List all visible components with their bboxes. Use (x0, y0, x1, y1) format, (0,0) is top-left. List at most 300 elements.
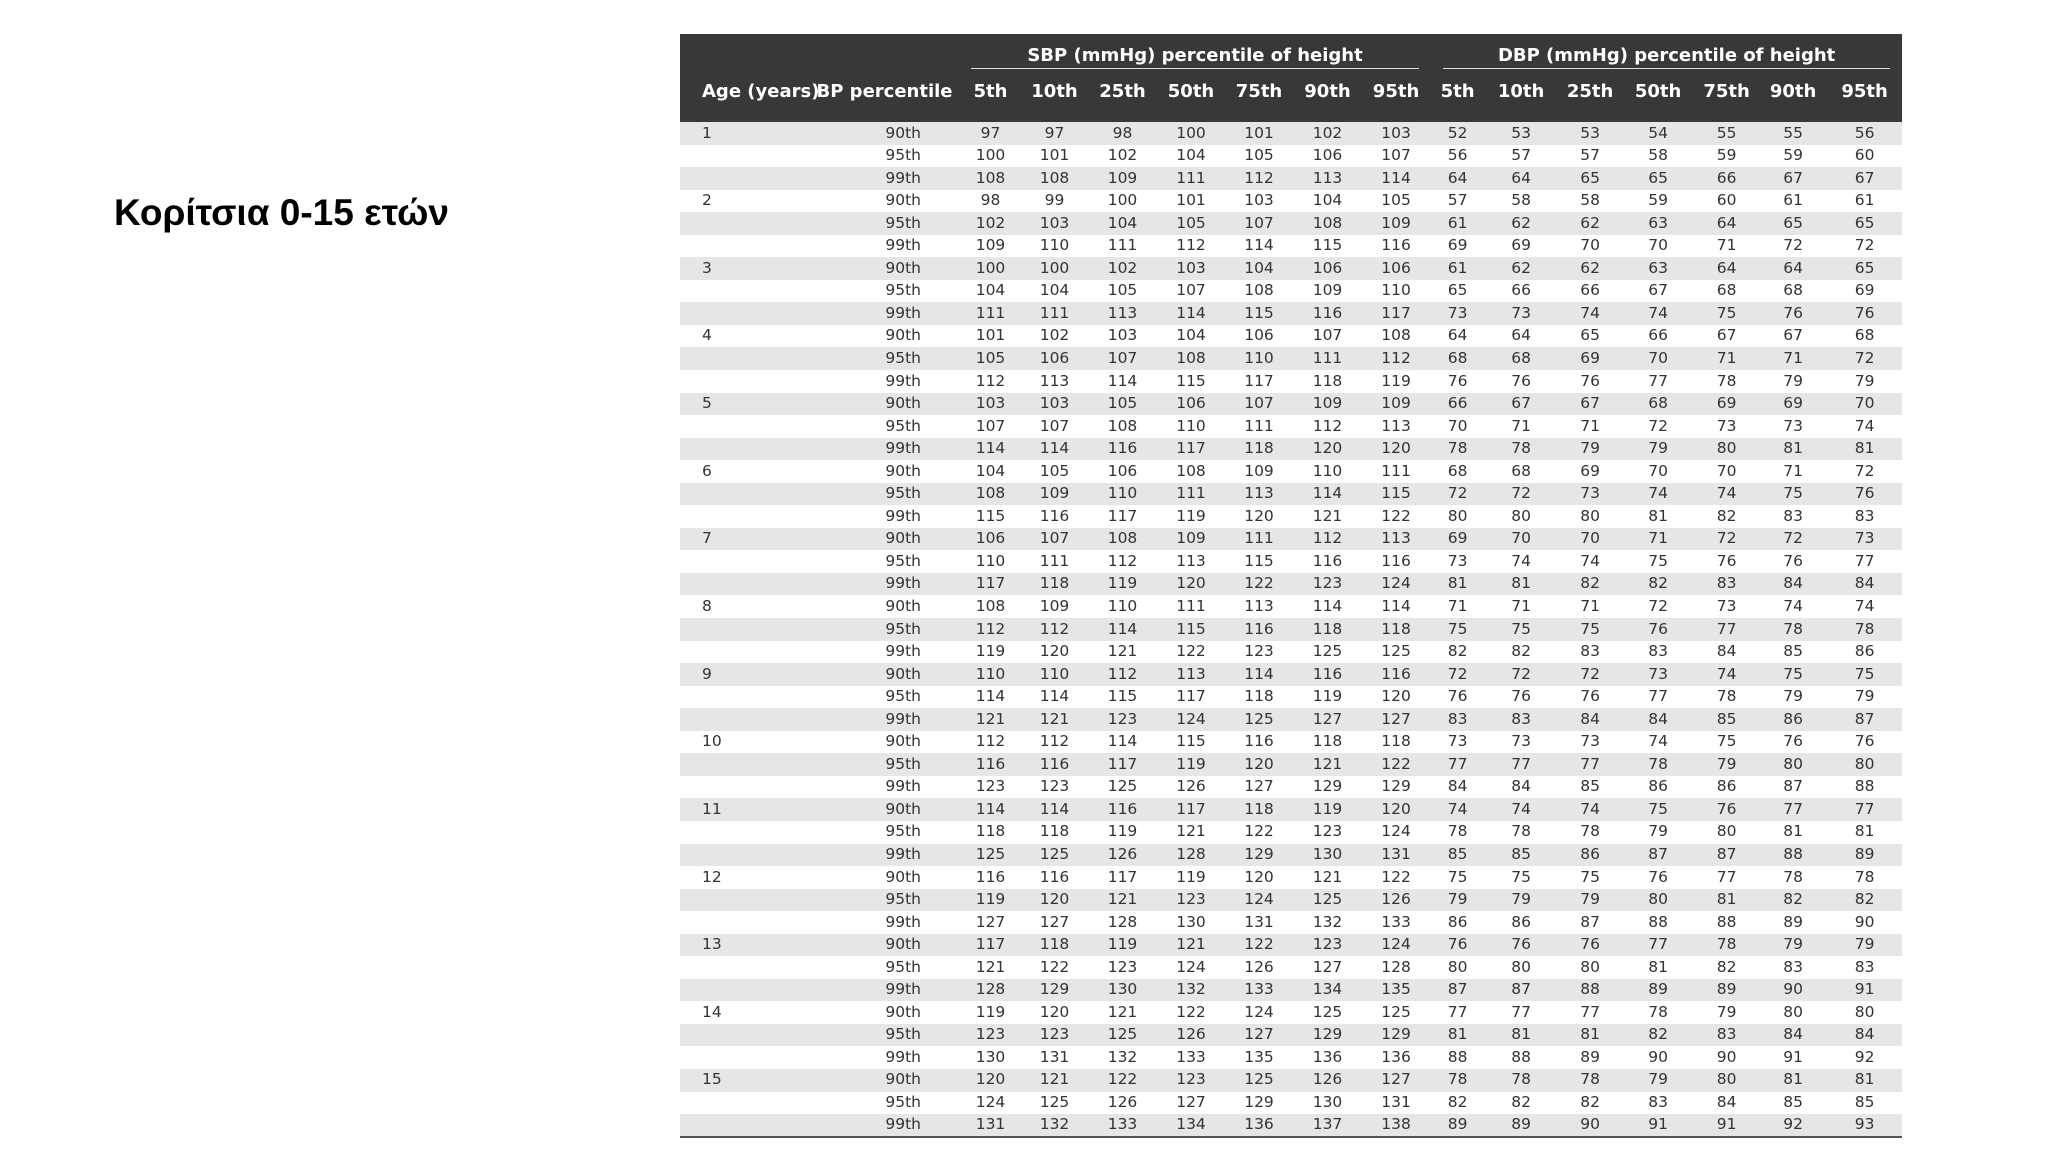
dbp-value-cell: 78 (1447, 439, 1468, 458)
dbp-value-cell: 87 (1854, 709, 1875, 728)
sbp-value-cell: 113 (1107, 303, 1138, 322)
sbp-value-cell: 109 (1381, 394, 1411, 413)
dbp-value-cell: 76 (1716, 551, 1737, 570)
dbp-value-cell: 76 (1854, 732, 1875, 751)
dbp-height-percentile-header: 25th (1566, 80, 1614, 102)
dbp-value-cell: 82 (1716, 957, 1737, 976)
dbp-value-cell: 72 (1854, 236, 1875, 255)
sbp-value-cell: 100 (1039, 258, 1070, 277)
sbp-value-cell: 107 (1244, 213, 1274, 232)
bp-percentile-cell: 90th (885, 191, 921, 210)
dbp-value-cell: 86 (1716, 777, 1737, 796)
age-cell: 3 (702, 258, 712, 277)
dbp-value-cell: 73 (1716, 597, 1737, 615)
dbp-value-cell: 72 (1648, 416, 1668, 435)
sbp-value-cell: 116 (1312, 664, 1343, 683)
sbp-value-cell: 133 (1176, 1047, 1206, 1066)
bp-percentile-cell: 99th (885, 168, 921, 187)
sbp-value-cell: 126 (1381, 890, 1411, 909)
table-row (680, 776, 1902, 799)
dbp-value-cell: 68 (1648, 394, 1668, 413)
table-row (680, 595, 1902, 618)
age-cell: 1 (702, 123, 712, 142)
table-row (680, 393, 1902, 416)
sbp-value-cell: 108 (1381, 326, 1411, 345)
dbp-value-cell: 69 (1716, 394, 1737, 413)
sbp-value-cell: 104 (975, 281, 1006, 300)
age-cell (680, 1114, 810, 1137)
sbp-value-cell: 127 (1244, 777, 1274, 796)
dbp-value-cell: 78 (1716, 687, 1737, 706)
sbp-value-cell: 113 (1176, 664, 1206, 683)
sbp-value-cell: 113 (1244, 597, 1274, 615)
sbp-value-cell: 126 (1244, 957, 1274, 976)
dbp-value-cell: 79 (1648, 822, 1668, 841)
sbp-value-cell: 121 (1312, 506, 1343, 525)
dbp-value-cell: 82 (1854, 890, 1875, 909)
dbp-value-cell: 87 (1511, 980, 1531, 999)
dbp-value-cell: 73 (1580, 732, 1600, 751)
sbp-value-cell: 125 (1244, 1070, 1274, 1089)
dbp-value-cell: 73 (1447, 303, 1468, 322)
dbp-value-cell: 82 (1648, 1025, 1668, 1044)
sbp-value-cell: 111 (1176, 597, 1206, 615)
sbp-height-percentile-header: 10th (1031, 80, 1078, 102)
dbp-value-cell: 83 (1854, 957, 1875, 976)
table-row (680, 460, 1902, 483)
dbp-value-cell: 66 (1580, 281, 1600, 300)
sbp-value-cell: 106 (1176, 394, 1206, 413)
dbp-value-cell: 85 (1854, 1093, 1875, 1112)
sbp-value-cell: 103 (1039, 394, 1070, 413)
sbp-value-cell: 104 (975, 461, 1006, 480)
dbp-value-cell: 78 (1447, 822, 1468, 841)
bp-percentile-cell: 95th (885, 619, 921, 638)
sbp-value-cell: 107 (1381, 146, 1411, 165)
age-cell (680, 1046, 810, 1069)
dbp-value-cell: 81 (1511, 574, 1531, 593)
dbp-value-cell: 78 (1511, 822, 1531, 841)
bp-percentile-cell: 99th (885, 371, 921, 390)
dbp-group-header (1431, 34, 1902, 72)
dbp-value-cell: 57 (1447, 191, 1468, 210)
sbp-value-cell: 114 (1176, 303, 1206, 322)
sbp-value-cell: 111 (975, 303, 1006, 322)
dbp-value-cell: 73 (1447, 732, 1468, 751)
dbp-value-cell: 80 (1716, 822, 1737, 841)
sbp-value-cell: 118 (1312, 732, 1343, 751)
sbp-value-cell: 126 (1107, 1093, 1138, 1112)
dbp-value-cell: 58 (1511, 191, 1531, 210)
sbp-value-cell: 135 (1381, 980, 1411, 999)
sbp-value-cell: 111 (1312, 348, 1343, 367)
table-row (680, 1024, 1902, 1047)
sbp-value-cell: 119 (1107, 935, 1138, 954)
dbp-value-cell: 81 (1783, 439, 1803, 458)
dbp-value-cell: 77 (1511, 1002, 1531, 1021)
sbp-value-cell: 112 (1244, 168, 1274, 187)
dbp-value-cell: 77 (1716, 619, 1737, 638)
bp-percentile-cell: 90th (885, 935, 921, 954)
dbp-value-cell: 85 (1447, 845, 1468, 864)
sbp-value-cell: 100 (1107, 191, 1138, 210)
sbp-value-cell: 107 (1039, 416, 1070, 435)
table-row (680, 370, 1902, 393)
dbp-value-cell: 78 (1716, 371, 1737, 390)
dbp-value-cell: 57 (1580, 146, 1600, 165)
table-row (680, 798, 1902, 821)
sbp-value-cell: 120 (1381, 439, 1411, 458)
dbp-value-cell: 68 (1511, 348, 1531, 367)
dbp-value-cell: 89 (1716, 980, 1737, 999)
bp-percentile-cell: 99th (885, 303, 921, 322)
dbp-value-cell: 71 (1511, 416, 1531, 435)
table-row (680, 235, 1902, 258)
age-cell (680, 167, 810, 190)
dbp-value-cell: 68 (1447, 461, 1468, 480)
dbp-value-cell: 83 (1511, 709, 1531, 728)
dbp-value-cell: 70 (1511, 529, 1531, 548)
table-row (680, 347, 1902, 370)
sbp-value-cell: 133 (1107, 1115, 1138, 1134)
sbp-value-cell: 112 (975, 619, 1006, 638)
age-cell (680, 776, 810, 799)
age-cell (680, 347, 810, 370)
bp-percentile-cell: 95th (885, 687, 921, 706)
sbp-value-cell: 117 (1244, 371, 1274, 390)
bp-percentile-cell: 95th (885, 1025, 921, 1044)
dbp-value-cell: 79 (1783, 687, 1803, 706)
dbp-value-cell: 82 (1783, 890, 1803, 909)
dbp-value-cell: 62 (1580, 213, 1600, 232)
age-cell: 9 (702, 664, 712, 683)
sbp-value-cell: 123 (975, 777, 1006, 796)
dbp-value-cell: 78 (1716, 935, 1737, 954)
bp-percentile-cell: 90th (885, 326, 921, 345)
sbp-value-cell: 119 (1176, 867, 1206, 886)
dbp-value-cell: 74 (1511, 799, 1531, 818)
dbp-value-cell: 80 (1648, 890, 1668, 909)
sbp-value-cell: 123 (1039, 777, 1070, 796)
dbp-value-cell: 79 (1783, 371, 1803, 390)
sbp-value-cell: 114 (1039, 687, 1070, 706)
dbp-value-cell: 71 (1783, 461, 1803, 480)
sbp-value-cell: 121 (1039, 1070, 1070, 1089)
sbp-value-cell: 118 (1244, 439, 1274, 458)
sbp-value-cell: 111 (1176, 484, 1206, 503)
sbp-value-cell: 122 (1244, 822, 1274, 841)
dbp-value-cell: 76 (1511, 371, 1531, 390)
header-spacer-cell (680, 110, 1902, 122)
table-row (680, 618, 1902, 641)
dbp-value-cell: 90 (1854, 912, 1875, 931)
sbp-value-cell: 118 (1381, 619, 1411, 638)
sbp-value-cell: 123 (1244, 642, 1274, 661)
sbp-value-cell: 118 (1244, 687, 1274, 706)
sbp-value-cell: 108 (1176, 461, 1206, 480)
dbp-value-cell: 82 (1648, 574, 1668, 593)
dbp-value-cell: 58 (1580, 191, 1600, 210)
dbp-value-cell: 82 (1511, 642, 1531, 661)
sbp-value-cell: 125 (1039, 845, 1070, 864)
bp-percentile-cell: 99th (885, 845, 921, 864)
sbp-value-cell: 101 (1176, 191, 1206, 210)
dbp-value-cell: 78 (1854, 867, 1875, 886)
sbp-value-cell: 101 (975, 326, 1006, 345)
dbp-value-cell: 68 (1716, 281, 1737, 300)
age-cell: 12 (702, 867, 722, 886)
sbp-value-cell: 130 (1107, 980, 1138, 999)
dbp-value-cell: 78 (1580, 822, 1600, 841)
sbp-value-cell: 123 (1107, 709, 1138, 728)
dbp-value-cell: 52 (1447, 123, 1468, 142)
dbp-value-cell: 80 (1783, 754, 1803, 773)
bp-percentile-cell: 99th (885, 777, 921, 796)
sbp-value-cell: 136 (1312, 1047, 1343, 1066)
sbp-value-cell: 125 (1312, 642, 1343, 661)
dbp-value-cell: 77 (1580, 1002, 1600, 1021)
sbp-value-cell: 127 (1312, 957, 1343, 976)
sbp-value-cell: 105 (975, 348, 1006, 367)
dbp-value-cell: 78 (1783, 619, 1803, 638)
sbp-value-cell: 134 (1176, 1115, 1206, 1134)
sbp-value-cell: 106 (1312, 258, 1343, 277)
sbp-value-cell: 121 (975, 957, 1006, 976)
dbp-value-cell: 61 (1447, 213, 1468, 232)
sbp-value-cell: 109 (1244, 461, 1274, 480)
dbp-value-cell: 64 (1511, 168, 1531, 187)
dbp-value-cell: 70 (1580, 236, 1600, 255)
dbp-value-cell: 64 (1716, 213, 1737, 232)
dbp-value-cell: 85 (1783, 642, 1803, 661)
sbp-value-cell: 124 (1244, 1002, 1274, 1021)
dbp-value-cell: 67 (1580, 394, 1600, 413)
dbp-height-percentile-header: 75th (1703, 80, 1750, 102)
dbp-value-cell: 88 (1447, 1047, 1468, 1066)
sbp-value-cell: 115 (1312, 236, 1343, 255)
sbp-value-cell: 116 (1312, 551, 1343, 570)
dbp-value-cell: 55 (1783, 123, 1803, 142)
sbp-value-cell: 131 (975, 1115, 1006, 1134)
sbp-value-cell: 129 (1381, 1025, 1411, 1044)
sbp-value-cell: 113 (1039, 371, 1070, 390)
dbp-value-cell: 76 (1580, 687, 1600, 706)
sbp-value-cell: 109 (975, 236, 1006, 255)
sbp-value-cell: 109 (1312, 281, 1343, 300)
dbp-value-cell: 74 (1580, 551, 1600, 570)
sbp-value-cell: 114 (1039, 799, 1070, 818)
sbp-value-cell: 126 (1176, 777, 1206, 796)
table-row (680, 979, 1902, 1002)
bp-percentile-cell: 90th (885, 123, 921, 142)
sbp-value-cell: 125 (1381, 1002, 1411, 1021)
bp-percentile-cell: 95th (885, 416, 921, 435)
sbp-value-cell: 114 (1107, 371, 1138, 390)
dbp-group-label: DBP (mmHg) percentile of height (1443, 45, 1890, 69)
sbp-value-cell: 115 (1381, 484, 1411, 503)
dbp-value-cell: 84 (1716, 1093, 1737, 1112)
dbp-value-cell: 89 (1511, 1115, 1531, 1134)
sbp-value-cell: 131 (1244, 912, 1274, 931)
age-cell (680, 145, 810, 168)
sbp-value-cell: 118 (1381, 732, 1411, 751)
dbp-value-cell: 56 (1854, 123, 1875, 142)
table-body (680, 122, 1902, 1137)
dbp-value-cell: 73 (1447, 551, 1468, 570)
bp-percentile-cell: 90th (885, 394, 921, 413)
dbp-value-cell: 72 (1511, 484, 1531, 503)
sbp-value-cell: 99 (1044, 191, 1065, 210)
table-row (680, 663, 1902, 686)
dbp-value-cell: 71 (1716, 348, 1737, 367)
dbp-value-cell: 89 (1580, 1047, 1600, 1066)
dbp-value-cell: 81 (1783, 822, 1803, 841)
sbp-value-cell: 118 (1039, 935, 1070, 954)
table-row (680, 302, 1902, 325)
sbp-value-cell: 132 (1312, 912, 1343, 931)
table-row (680, 257, 1902, 280)
sbp-height-percentile-header: 75th (1235, 80, 1283, 102)
dbp-value-cell: 76 (1783, 732, 1803, 751)
sbp-value-cell: 119 (1107, 574, 1138, 593)
sbp-value-cell: 120 (975, 1070, 1006, 1089)
sbp-value-cell: 124 (1381, 574, 1411, 593)
dbp-value-cell: 80 (1447, 506, 1468, 525)
age-cell: 11 (702, 799, 722, 818)
age-cell (680, 483, 810, 506)
sbp-value-cell: 118 (1039, 574, 1070, 593)
dbp-value-cell: 71 (1580, 597, 1600, 615)
sbp-value-cell: 105 (1039, 461, 1070, 480)
sbp-value-cell: 106 (1312, 146, 1343, 165)
dbp-value-cell: 75 (1648, 799, 1668, 818)
dbp-value-cell: 69 (1447, 236, 1468, 255)
sbp-value-cell: 107 (975, 416, 1006, 435)
dbp-value-cell: 73 (1511, 732, 1531, 751)
dbp-value-cell: 62 (1511, 213, 1531, 232)
dbp-value-cell: 93 (1854, 1115, 1875, 1134)
sbp-value-cell: 112 (1312, 416, 1343, 435)
table-row (680, 889, 1902, 912)
age-cell (680, 844, 810, 867)
sbp-value-cell: 129 (1312, 1025, 1343, 1044)
age-cell: 5 (702, 394, 712, 413)
sbp-value-cell: 124 (1176, 957, 1206, 976)
dbp-value-cell: 80 (1854, 1002, 1875, 1021)
dbp-value-cell: 58 (1648, 146, 1668, 165)
sbp-value-cell: 102 (1312, 123, 1343, 142)
sbp-value-cell: 109 (1039, 597, 1070, 615)
dbp-value-cell: 84 (1580, 709, 1600, 728)
dbp-value-cell: 90 (1783, 980, 1803, 999)
sbp-value-cell: 104 (1312, 191, 1343, 210)
dbp-value-cell: 69 (1854, 281, 1875, 300)
sbp-value-cell: 121 (1176, 935, 1206, 954)
sbp-value-cell: 112 (975, 371, 1006, 390)
sbp-value-cell: 121 (1107, 1002, 1138, 1021)
sbp-value-cell: 132 (1039, 1115, 1070, 1134)
bp-percentile-cell: 90th (885, 258, 921, 277)
sbp-value-cell: 109 (1312, 394, 1343, 413)
dbp-value-cell: 77 (1648, 687, 1668, 706)
dbp-value-cell: 78 (1648, 754, 1668, 773)
sbp-value-cell: 123 (1176, 890, 1206, 909)
sbp-value-cell: 120 (1244, 754, 1274, 773)
age-cell (680, 415, 810, 438)
dbp-value-cell: 68 (1511, 461, 1531, 480)
dbp-value-cell: 73 (1854, 529, 1875, 548)
dbp-value-cell: 90 (1716, 1047, 1737, 1066)
age-cell (680, 686, 810, 709)
sbp-value-cell: 119 (1107, 822, 1138, 841)
sbp-value-cell: 123 (1107, 957, 1138, 976)
dbp-value-cell: 67 (1716, 326, 1737, 345)
sbp-value-cell: 109 (1107, 168, 1138, 187)
dbp-value-cell: 75 (1511, 867, 1531, 886)
dbp-value-cell: 74 (1648, 484, 1668, 503)
dbp-value-cell: 77 (1648, 371, 1668, 390)
age-cell (680, 956, 810, 979)
dbp-value-cell: 79 (1447, 890, 1468, 909)
sbp-value-cell: 129 (1039, 980, 1070, 999)
sbp-value-cell: 136 (1244, 1115, 1274, 1134)
dbp-value-cell: 53 (1580, 123, 1600, 142)
dbp-value-cell: 64 (1447, 168, 1468, 187)
dbp-value-cell: 76 (1580, 935, 1600, 954)
sbp-value-cell: 129 (1381, 777, 1411, 796)
sbp-value-cell: 100 (975, 146, 1006, 165)
sbp-value-cell: 112 (1312, 529, 1343, 548)
table-row (680, 934, 1902, 957)
sbp-value-cell: 122 (1381, 867, 1411, 886)
dbp-height-percentile-header: 5th (1440, 80, 1475, 102)
header-blank (680, 34, 959, 72)
group-header-row (680, 34, 1902, 72)
table-row (680, 731, 1902, 754)
dbp-value-cell: 70 (1648, 236, 1668, 255)
sbp-value-cell: 132 (1107, 1047, 1138, 1066)
dbp-value-cell: 83 (1854, 506, 1875, 525)
dbp-value-cell: 74 (1648, 303, 1668, 322)
sbp-value-cell: 122 (1176, 642, 1206, 661)
sbp-height-percentile-header: 5th (973, 80, 1008, 102)
sbp-value-cell: 120 (1312, 439, 1343, 458)
dbp-value-cell: 87 (1783, 777, 1803, 796)
sbp-value-cell: 120 (1381, 799, 1411, 818)
dbp-value-cell: 83 (1648, 642, 1668, 661)
sbp-height-percentile-header: 25th (1099, 80, 1146, 102)
dbp-value-cell: 88 (1580, 980, 1600, 999)
dbp-value-cell: 73 (1511, 303, 1531, 322)
sbp-value-cell: 104 (1176, 146, 1206, 165)
sbp-value-cell: 115 (1244, 303, 1274, 322)
sbp-value-cell: 122 (1039, 957, 1070, 976)
dbp-value-cell: 78 (1447, 1070, 1468, 1089)
sbp-value-cell: 102 (1107, 258, 1138, 277)
table-row (680, 844, 1902, 867)
dbp-value-cell: 83 (1783, 957, 1803, 976)
sbp-value-cell: 128 (1176, 845, 1206, 864)
dbp-value-cell: 59 (1648, 191, 1668, 210)
dbp-value-cell: 65 (1580, 326, 1600, 345)
dbp-value-cell: 70 (1648, 461, 1668, 480)
dbp-value-cell: 75 (1648, 551, 1668, 570)
age-cell (680, 753, 810, 776)
dbp-value-cell: 81 (1648, 506, 1668, 525)
dbp-value-cell: 72 (1580, 664, 1600, 683)
sbp-value-cell: 106 (1107, 461, 1138, 480)
dbp-value-cell: 86 (1511, 912, 1531, 931)
